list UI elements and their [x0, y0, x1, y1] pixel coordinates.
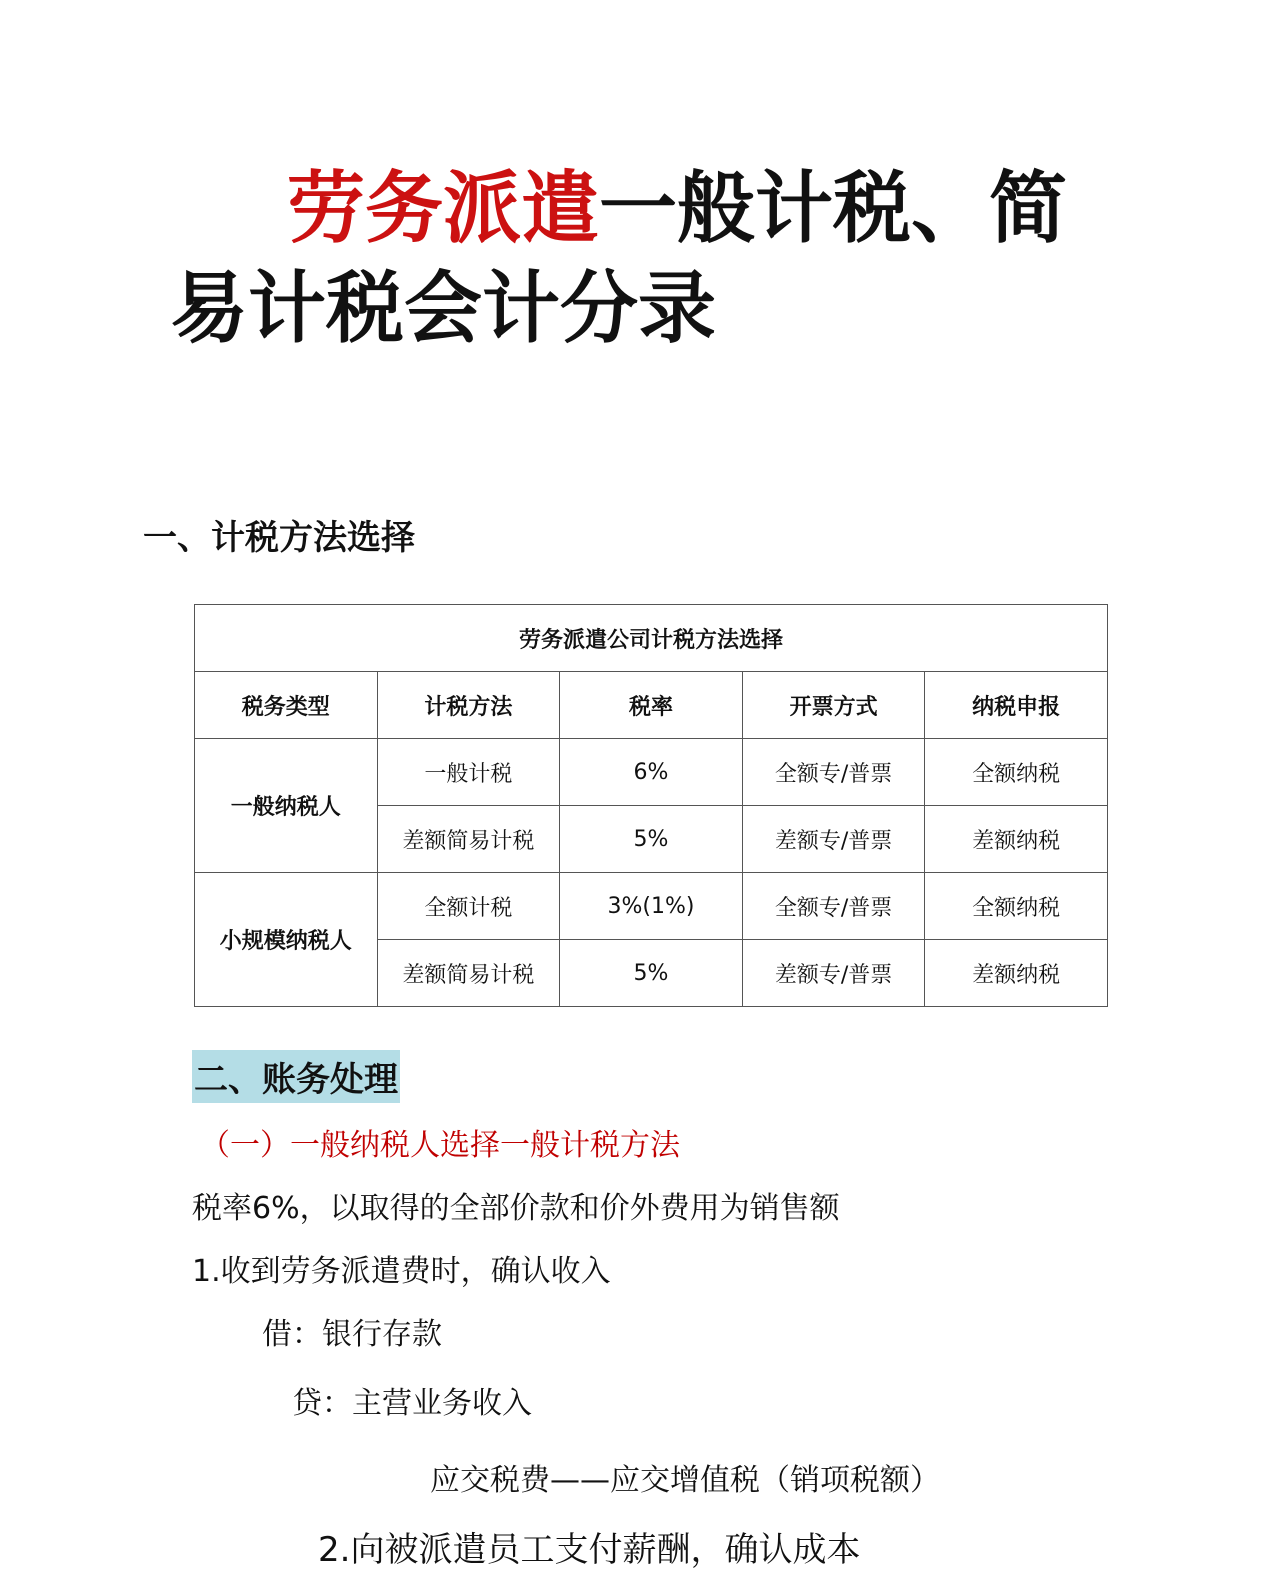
- table-cell: 5%: [560, 806, 743, 873]
- credit-entry: 贷：主营业务收入: [292, 1386, 532, 1421]
- table-cell: 差额专/普票: [742, 940, 925, 1007]
- table-cell: 差额纳税: [925, 940, 1108, 1007]
- body-line: 1.收到劳务派遣费时，确认收入: [192, 1254, 611, 1289]
- table-cell: 差额专/普票: [742, 806, 925, 873]
- title-rest: 一般计税、简: [599, 164, 1068, 254]
- section1-heading: 一、计税方法选择: [143, 518, 415, 558]
- header-cell: 开票方式: [742, 672, 925, 739]
- table-cell: 差额简易计税: [377, 940, 560, 1007]
- table-cell: 全额纳税: [925, 873, 1108, 940]
- document-title-line1: [287, 164, 1068, 254]
- section2-heading: 二、账务处理: [192, 1050, 400, 1103]
- body-line: 2.向被派遣员工支付薪酬，确认成本: [318, 1530, 861, 1570]
- table-cell: 全额专/普票: [742, 739, 925, 806]
- taxpayer-type-cell: 小规模纳税人: [195, 873, 378, 1007]
- section2-subheading: （一）一般纳税人选择一般计税方法: [200, 1128, 680, 1163]
- table-cell: 一般计税: [377, 739, 560, 806]
- table-cell: 全额专/普票: [742, 873, 925, 940]
- body-line: 税率6%，以取得的全部价款和价外费用为销售额: [192, 1191, 840, 1226]
- table-row: [195, 873, 1108, 940]
- debit-entry: 借：银行存款: [262, 1317, 442, 1352]
- table-cell: 全额纳税: [925, 739, 1108, 806]
- header-cell: 税务类型: [195, 672, 378, 739]
- header-cell: 计税方法: [377, 672, 560, 739]
- document-title-line2: 易计税会计分录: [170, 264, 717, 354]
- table-cell: 差额简易计税: [377, 806, 560, 873]
- table-row: [195, 739, 1108, 806]
- tax-method-table: [194, 604, 1108, 1007]
- header-cell: 纳税申报: [925, 672, 1108, 739]
- table-header-row: [195, 672, 1108, 739]
- table-cell: 全额计税: [377, 873, 560, 940]
- title-highlight: 劳务派遣: [287, 164, 600, 254]
- header-cell: 税率: [560, 672, 743, 739]
- table-cell: 6%: [560, 739, 743, 806]
- taxpayer-type-cell: 一般纳税人: [195, 739, 378, 873]
- table-cell: 3%(1%): [560, 873, 743, 940]
- table-cell: 5%: [560, 940, 743, 1007]
- table-caption: 劳务派遣公司计税方法选择: [195, 605, 1108, 672]
- credit-entry-tax: 应交税费——应交增值税（销项税额）: [430, 1463, 940, 1498]
- table-cell: 差额纳税: [925, 806, 1108, 873]
